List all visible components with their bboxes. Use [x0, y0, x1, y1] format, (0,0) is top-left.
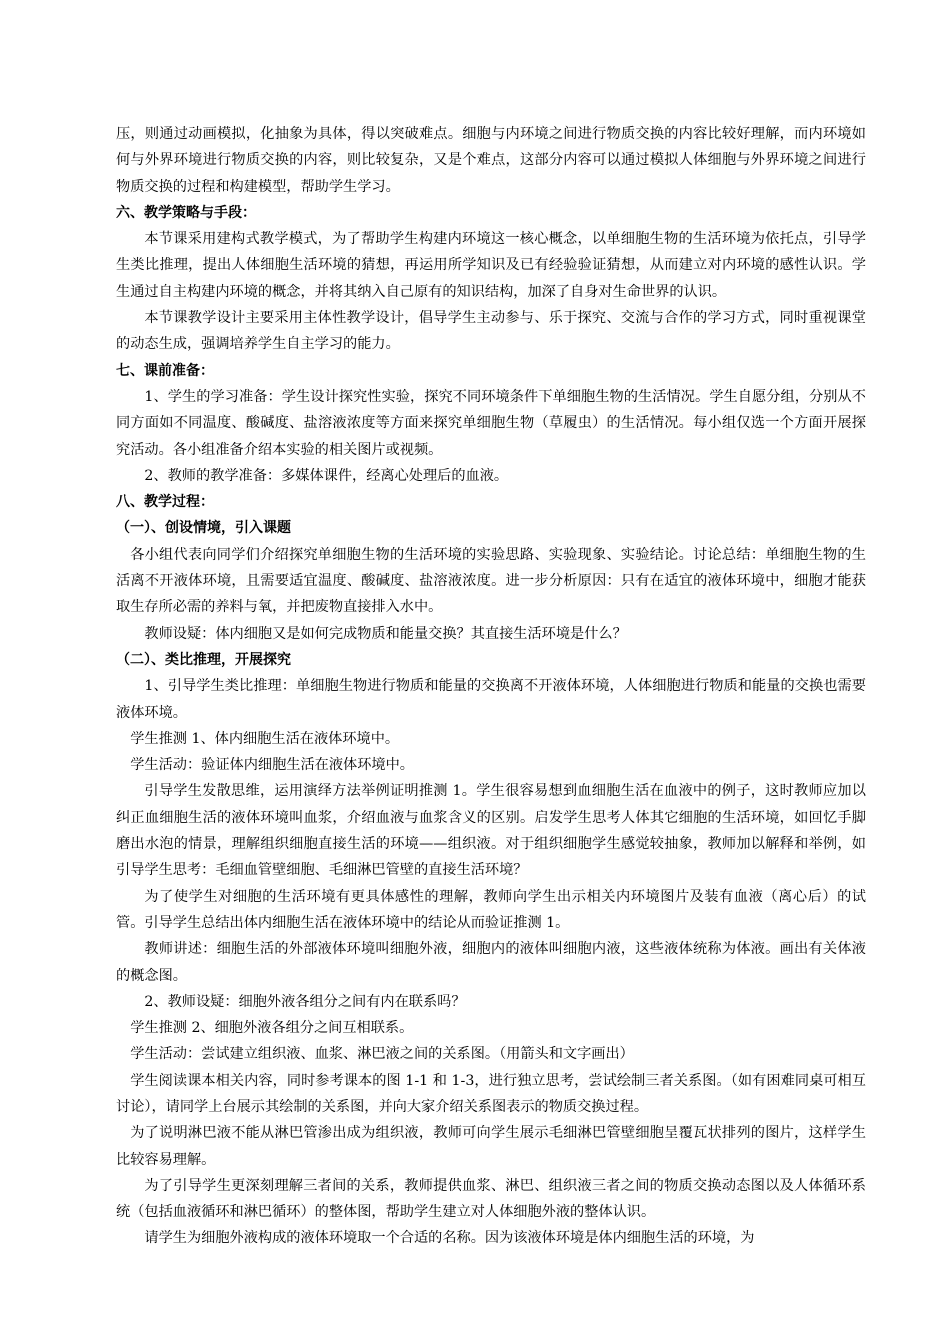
body-paragraph: 2、教师的教学准备：多媒体课件，经离心处理后的血液。: [144, 467, 509, 484]
section-heading: （一）、创设情境，引入课题: [116, 520, 291, 537]
body-paragraph: 学生活动：验证体内细胞生活在液体环境中。: [130, 757, 414, 774]
section-heading: 七、课前准备：: [116, 362, 214, 379]
body-paragraph: 学生推测 1、体内细胞生活在液体环境中。: [130, 730, 400, 747]
body-paragraph: 教师设疑：体内细胞又是如何完成物质和能量交换？其直接生活环境是什么？: [144, 625, 627, 642]
section-heading: 六、教学策略与手段：: [116, 204, 256, 221]
body-paragraph: 学生阅读课本相关内容，同时参考课本的图 1-1 和 1-3，进行独立思考，尝试绘制三者关系图。（如有困难同桌可相互讨论），请同学上台展示其绘制的关系图，并向大家介绍关系图表示的物质交换过程。: [116, 1072, 866, 1115]
section-heading: 八、教学过程：: [116, 494, 214, 511]
body-paragraph: 为了说明淋巴液不能从淋巴管渗出成为组织液，教师可向学生展示毛细淋巴管壁细胞呈覆瓦状排列的图片，这样学生比较容易理解。: [116, 1125, 866, 1168]
body-paragraph: 为了使学生对细胞的生活环境有更具体感性的理解，教师向学生出示相关内环境图片及装有血液（离心后）的试管。引导学生总结出体内细胞生活在液体环境中的结论从而验证推测 1。: [116, 888, 866, 931]
document-body: [116, 121, 866, 1252]
body-paragraph: 各小组代表向同学们介绍探究单细胞生物的生活环境的实验思路、实验现象、实验结论。讨论总结：单细胞生物的生活离不开液体环境，且需要适宜温度、酸碱度、盐溶液浓度。进一步分析原因：只有在适宜的液体环境中，细胞才能获取生存所必需的养料与氧，并把废物直接排入水中。: [116, 546, 866, 616]
body-paragraph: 为了引导学生更深刻理解三者间的关系，教师提供血浆、淋巴、组织液三者之间的物质交换动态图以及人体循环系统（包括血液循环和淋巴循环）的整体图，帮助学生建立对人体细胞外液的整体认识。: [116, 1177, 866, 1221]
body-paragraph: 学生活动：尝试建立组织液、血浆、淋巴液之间的关系图。（用箭头和文字画出）: [130, 1046, 634, 1063]
body-paragraph: 2、教师设疑：细胞外液各组分之间有内在联系吗？: [144, 993, 466, 1010]
body-paragraph: 请学生为细胞外液构成的液体环境取一个合适的名称。因为该液体环境是体内细胞生活的环境，为: [144, 1230, 755, 1247]
body-paragraph: 1、引导学生类比推理：单细胞生物进行物质和能量的交换离不开液体环境，人体细胞进行物质和能量的交换也需要液体环境。: [116, 678, 866, 721]
body-paragraph: 1、学生的学习准备：学生设计探究性实验，探究不同环境条件下单细胞生物的生活情况。学生自愿分组，分别从不同方面如不同温度、酸碱度、盐溶液浓度等方面来探究单细胞生物（草履虫）的生活情况。每小组仅选一个方面开展探究活动。各小组准备介绍本实验的相关图片或视频。: [116, 388, 866, 458]
body-paragraph: 引导学生发散思维，运用演绎方法举例证明推测 1。学生很容易想到血细胞生活在血液中的例子，这时教师应加以纠正血细胞生活的液体环境叫血浆，介绍血液与血浆含义的区别。启发学生思考人体其它细胞的生活环境，如回忆手脚磨出水泡的情景，理解组织细胞直接生活的环境——组织液。对于组织细胞学生感觉较抽象，教师加以解释和举例，如引导学生思考：毛细血管壁细胞、毛细淋巴管壁的直接生活环境？: [116, 783, 866, 879]
body-paragraph: 本节课采用建构式教学模式，为了帮助学生构建内环境这一核心概念，以单细胞生物的生活环境为依托点，引导学生类比推理，提出人体细胞生活环境的猜想，再运用所学知识及已有经验验证猜想，从而建立对内环境的感性认识。学生通过自主构建内环境的概念，并将其纳入自己原有的知识结构，加深了自身对生命世界的认识。: [116, 231, 866, 300]
body-paragraph: 教师讲述：细胞生活的外部液体环境叫细胞外液，细胞内的液体叫细胞内液，这些液体统称为体液。画出有关体液的概念图。: [116, 941, 866, 984]
body-paragraph: 学生推测 2、细胞外液各组分之间互相联系。: [130, 1020, 414, 1037]
section-heading: （二）、类比推理，开展探究: [116, 651, 291, 668]
body-paragraph: 压，则通过动画模拟，化抽象为具体，得以突破难点。细胞与内环境之间进行物质交换的内容比较好理解，而内环境如何与外界环境进行物质交换的内容，则比较复杂，又是个难点，这部分内容可以通过模拟人体细胞与外界环境之间进行物质交换的过程和构建模型，帮助学生学习。: [116, 126, 866, 195]
body-paragraph: 本节课教学设计主要采用主体性教学设计，倡导学生主动参与、乐于探究、交流与合作的学习方式，同时重视课堂的动态生成，强调培养学生自主学习的能力。: [116, 310, 866, 353]
